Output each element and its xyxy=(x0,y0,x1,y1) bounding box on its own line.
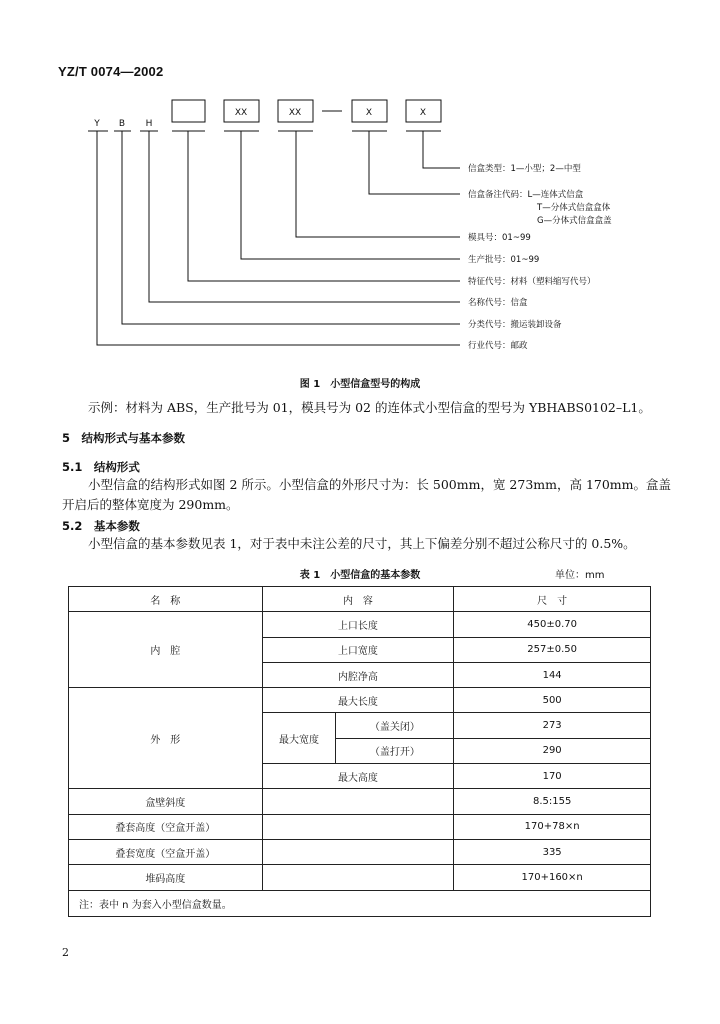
table-cell: 上口宽度 xyxy=(262,637,454,662)
table-cell: 273 xyxy=(454,713,651,738)
table-unit: 单位：mm xyxy=(555,570,605,581)
table-note: 注：表中 n 为套入小型信盒数量。 xyxy=(69,890,651,916)
letter-b: B xyxy=(118,119,126,129)
table-cell: 257±0.50 xyxy=(454,637,651,662)
group-outer-shape: 外 形 xyxy=(69,688,263,789)
table-row xyxy=(69,789,651,814)
table-note-row xyxy=(69,890,651,916)
table-row xyxy=(69,688,651,713)
table-cell: 144 xyxy=(454,662,651,687)
table-cell-empty xyxy=(262,839,454,864)
label-industry: 行业代号：邮政 xyxy=(468,341,528,351)
section-5-heading: 5 结构形式与基本参数 xyxy=(62,431,186,445)
table-cell: 170 xyxy=(454,764,651,789)
label-category: 分类代号：搬运装卸设备 xyxy=(468,320,562,330)
group-max-width: 最大宽度 xyxy=(262,713,336,764)
table-cell: 堆码高度 xyxy=(69,865,263,890)
label-type: 信盒类型：1—小型；2—中型 xyxy=(468,164,581,174)
model-structure-diagram xyxy=(0,0,720,370)
standard-code-header: YZ/T 0074—2002 xyxy=(58,64,164,79)
page-number: 2 xyxy=(62,946,69,959)
code-box-material xyxy=(172,100,205,122)
section-5-1-text-line2: 开启后的整体宽度为 290mm。 xyxy=(62,497,239,512)
table-cell: 170+78×n xyxy=(454,814,651,839)
box-label-1: XX xyxy=(234,108,248,118)
table-cell: 盒壁斜度 xyxy=(69,789,263,814)
letter-h: H xyxy=(145,119,153,129)
table-row xyxy=(69,612,651,637)
table-cell: 上口长度 xyxy=(262,612,454,637)
table-cell-empty xyxy=(262,814,454,839)
table-cell: 500 xyxy=(454,688,651,713)
table-cell: 叠套宽度（空盒开盖） xyxy=(69,839,263,864)
table-cell: （盖关闭） xyxy=(336,713,454,738)
table-row xyxy=(69,814,651,839)
parameters-table xyxy=(68,586,651,917)
label-note-t: T—分体式信盒盒体 xyxy=(537,203,611,213)
section-5-2-text: 小型信盒的基本参数见表 1，对于表中未注公差的尺寸，其上下偏差分别不超过公称尺寸的 0.5%。 xyxy=(88,536,636,551)
label-note-g: G—分体式信盒盒盖 xyxy=(537,216,612,226)
table-cell: 450±0.70 xyxy=(454,612,651,637)
letter-y: Y xyxy=(94,119,100,129)
table-cell: （盖打开） xyxy=(336,738,454,763)
label-note-code: 信盒备注代码：L—连体式信盒 xyxy=(468,190,584,200)
header-size: 尺 寸 xyxy=(454,587,651,612)
box-label-3: X xyxy=(365,108,373,118)
table-cell: 170+160×n xyxy=(454,865,651,890)
table-cell: 内腔净高 xyxy=(262,662,454,687)
label-batch: 生产批号：01~99 xyxy=(468,255,540,265)
table-cell: 8.5:155 xyxy=(454,789,651,814)
table-header-row xyxy=(69,587,651,612)
label-mold: 模具号：01~99 xyxy=(468,233,531,243)
label-name: 名称代号：信盒 xyxy=(468,298,528,308)
header-name: 名 称 xyxy=(69,587,263,612)
table-cell: 290 xyxy=(454,738,651,763)
label-feature: 特征代号：材料（塑料缩写代号） xyxy=(468,277,596,287)
table-cell: 最大高度 xyxy=(262,764,454,789)
header-content: 内 容 xyxy=(262,587,454,612)
table-row xyxy=(69,839,651,864)
table-cell: 最大长度 xyxy=(262,688,454,713)
section-5-2-heading: 5.2 基本参数 xyxy=(62,519,140,533)
example-text: 示例：材料为 ABS，生产批号为 01，模具号为 02 的连体式小型信盒的型号为 YBHABS0102–L1。 xyxy=(88,400,651,415)
figure-caption: 图 1 小型信盒型号的构成 xyxy=(299,379,421,390)
box-label-2: XX xyxy=(288,108,302,118)
box-label-4: X xyxy=(419,108,427,118)
section-5-1-text-line1: 小型信盒的结构形式如图 2 所示。小型信盒的外形尺寸为：长 500mm，宽 273mm，高 170mm。盒盖 xyxy=(88,477,672,492)
group-inner-cavity: 内 腔 xyxy=(69,612,263,688)
table-caption: 表 1 小型信盒的基本参数 xyxy=(299,570,421,581)
table-cell-empty xyxy=(262,789,454,814)
table-cell: 叠套高度（空盒开盖） xyxy=(69,814,263,839)
section-5-1-heading: 5.1 结构形式 xyxy=(62,460,140,474)
table-row xyxy=(69,865,651,890)
table-cell-empty xyxy=(262,865,454,890)
table-cell: 335 xyxy=(454,839,651,864)
